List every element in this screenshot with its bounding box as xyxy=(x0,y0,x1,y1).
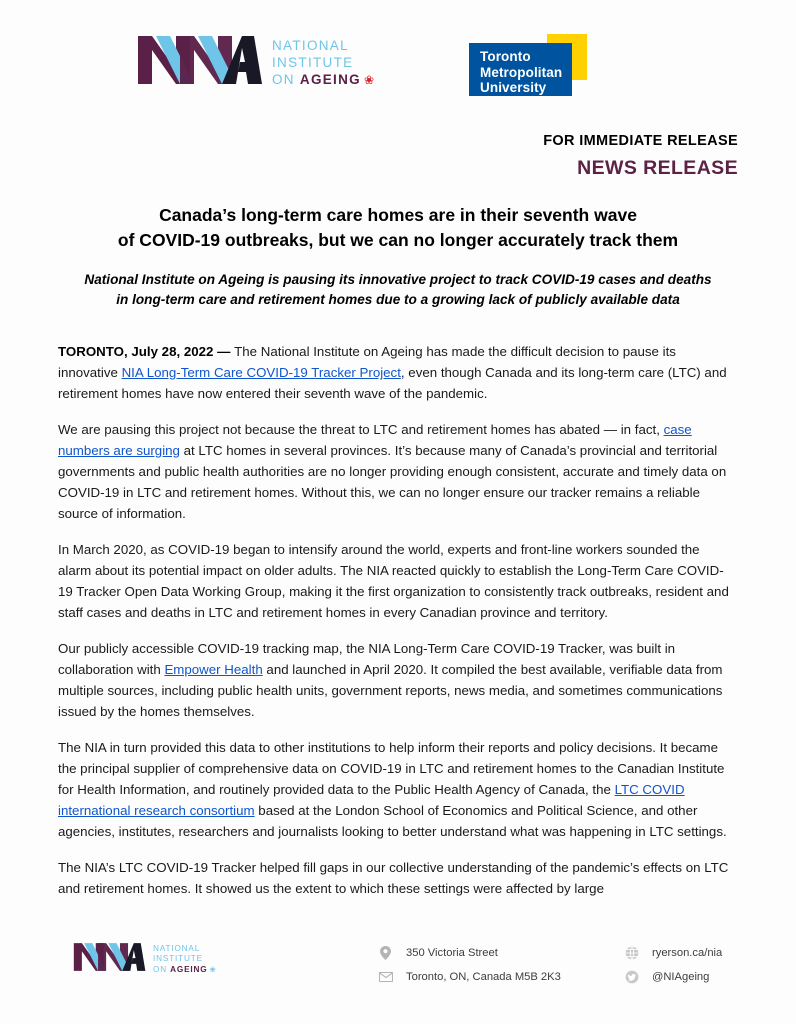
subhead-line-2: in long-term care and retirement homes due to a growing lack of publicly available data xyxy=(116,292,680,308)
paragraph-2 xyxy=(58,419,736,524)
footer-address-line-1: 350 Victoria Street xyxy=(406,946,498,959)
tmu-line-metropolitan: Metropolitan xyxy=(480,64,563,80)
footer-address-column xyxy=(378,945,561,984)
tmu-line-toronto: Toronto xyxy=(480,49,531,64)
nia-wordmark xyxy=(272,37,375,89)
page-footer xyxy=(0,936,796,996)
nia-word-institute: INSTITUTE xyxy=(272,54,354,70)
footer-nia-logo xyxy=(72,942,217,977)
nia-word-national: NATIONAL xyxy=(272,37,349,53)
p4-text-a: Our publicly accessible COVID-19 tracking map, the NIA Long-Term Care COVID-19 Tracker, was built in collaboration with xyxy=(58,641,676,677)
paragraph-1 xyxy=(58,341,736,404)
news-release-title: NEWS RELEASE xyxy=(577,157,738,179)
footer-nia-wordmark xyxy=(153,944,217,976)
link-case-numbers-surging[interactable]: case numbers are surging xyxy=(58,422,692,458)
link-empower-health[interactable]: Empower Health xyxy=(164,662,263,677)
page-subheadline xyxy=(58,270,738,310)
tmu-logo xyxy=(469,34,587,96)
nia-logo xyxy=(136,34,375,91)
nia-word-ageing: AGEING xyxy=(299,72,361,88)
paragraph-3: In March 2020, as COVID-19 began to intensify around the world, experts and front-line workers sounded the alarm about its potential impact on older adults. The NIA reacted quickly to establish the Long-Term Care COVID-19 Tracker Open Data Working Group, making it the first organization to consistently track outbreaks, resident and staff cases and deaths in LTC and retirement homes in every Canadian province and territory. xyxy=(58,542,729,620)
twitter-bird-icon xyxy=(624,969,639,984)
paragraph-6: The NIA’s LTC COVID-19 Tracker helped fill gaps in our collective understanding of the pandemic’s effects on LTC and retirement homes. It showed us the extent to which these settings were affected by large xyxy=(58,860,729,896)
footer-word-on: ON xyxy=(153,964,171,974)
p1-text-a: The National Institute on Ageing has made the difficult decision to pause its innovative xyxy=(58,344,676,380)
for-immediate-release-label: FOR IMMEDIATE RELEASE xyxy=(543,133,738,149)
page-headline xyxy=(58,203,738,254)
tmu-line-university: University xyxy=(480,80,547,96)
paragraph-5 xyxy=(58,737,736,842)
location-pin-icon xyxy=(378,945,393,960)
tmu-wordmark xyxy=(480,49,562,96)
footer-word-on-ageing xyxy=(153,965,217,976)
p2-text-a: We are pausing this project not because the threat to LTC and retirement homes has abated — in fact, xyxy=(58,422,664,437)
nia-word-on: ON xyxy=(272,72,300,88)
dateline: TORONTO, July 28, 2022 — xyxy=(58,344,235,359)
headline-line-2: of COVID-19 outbreaks, but we can no longer accurately track them xyxy=(117,230,679,251)
maple-leaf-icon: ❀ xyxy=(363,73,376,88)
footer-web-column xyxy=(624,945,722,984)
p5-text-a: The NIA in turn provided this data to other institutions to help inform their reports and policy decisions. It became the principal supplier of comprehensive data on COVID-19 in LTC and retirement homes to the Canadian Institute for Health Information, and routinely provided data to the Public Health Agency of Canada, the xyxy=(58,740,725,797)
paragraph-4 xyxy=(58,638,736,722)
headline-line-1: Canada’s long-term care homes are in their seventh wave xyxy=(159,205,637,225)
footer-word-ageing: AGEING xyxy=(170,964,208,974)
footer-address-line-2: Toronto, ON, Canada M5B 2K3 xyxy=(406,970,561,983)
footer-word-institute: INSTITUTE xyxy=(153,954,203,964)
footer-maple-leaf-icon: ❀ xyxy=(209,964,217,974)
nia-word-on-ageing xyxy=(272,71,375,88)
footer-word-national: NATIONAL xyxy=(153,943,201,953)
p1-text-b: , even though Canada and its long-term care (LTC) and retirement homes have now entered their seventh wave of the pandemic. xyxy=(58,365,727,401)
footer-twitter-text: @NIAgeing xyxy=(652,970,710,983)
footer-website-row[interactable] xyxy=(624,945,722,960)
link-nia-tracker-project[interactable]: NIA Long-Term Care COVID-19 Tracker Project xyxy=(121,365,401,380)
nia-monogram-icon xyxy=(136,34,262,91)
footer-nia-monogram-icon xyxy=(72,942,146,977)
footer-website-text: ryerson.ca/nia xyxy=(652,946,723,959)
p5-text-b: based at the London School of Economics and Political Science, and other agencies, institutes, researchers and journalists looking to better understand what was happening in LTC settings. xyxy=(58,803,727,839)
subhead-line-1: National Institute on Ageing is pausing its innovative project to track COVID-19 cases and deaths xyxy=(84,272,712,287)
footer-twitter-row[interactable] xyxy=(624,969,722,984)
footer-address-row xyxy=(378,945,561,960)
globe-icon xyxy=(624,945,639,960)
p4-text-b: and launched in April 2020. It compiled the best available, verifiable data from multiple sources, including public health units, government reports, news media, and sometimes communications issued by the homes themselves. xyxy=(58,662,723,719)
p2-text-b: at LTC homes in several provinces. It’s because many of Canada’s provincial and territorial governments and public health authorities are no longer providing enough consistent, accurate and timely data on COVID-19 in LTC and retirement homes. Without this, we can no longer ensure our tracker remains a reliable source of information. xyxy=(58,443,727,521)
envelope-icon xyxy=(378,969,393,984)
release-header-block xyxy=(543,133,738,180)
press-release-body xyxy=(58,341,736,899)
header-logo-bar xyxy=(0,0,796,110)
footer-city-row xyxy=(378,969,561,984)
link-ltc-covid-consortium[interactable]: LTC COVID international research consortium xyxy=(58,782,685,818)
